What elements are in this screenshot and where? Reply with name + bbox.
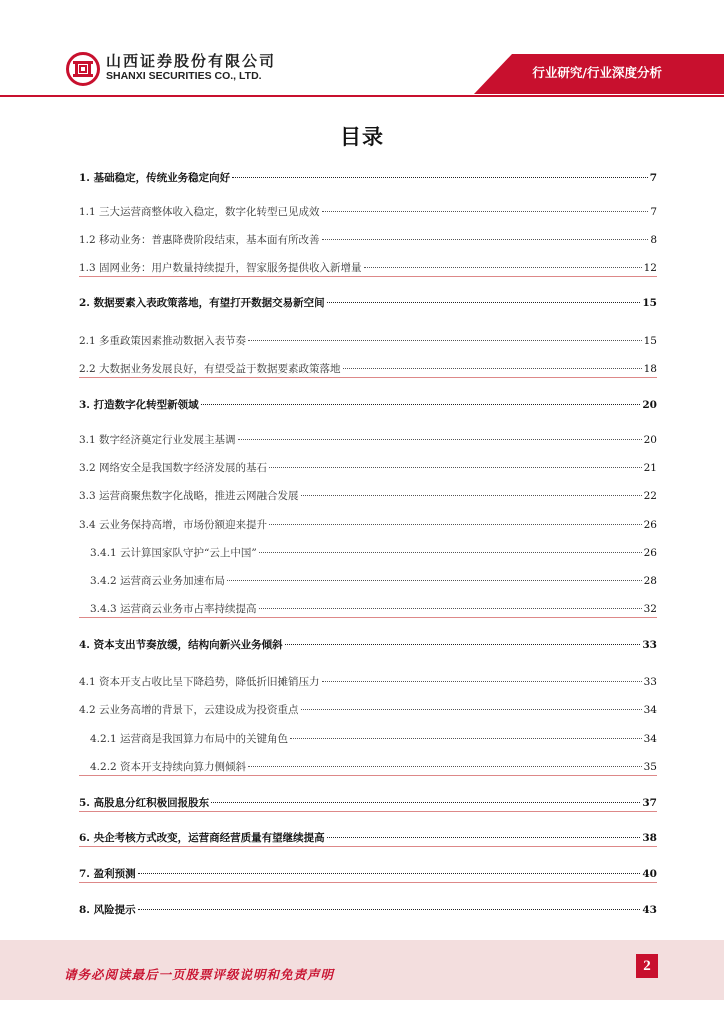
toc-entry[interactable] (79, 397, 657, 415)
toc-entry-page: 15 (642, 297, 657, 309)
toc-entry-page: 26 (643, 547, 657, 559)
toc-dot-leader (269, 524, 642, 525)
toc-entry-page: 18 (643, 363, 657, 375)
toc-dot-leader (269, 467, 642, 468)
toc-entry[interactable] (79, 333, 657, 351)
toc-entry-page: 43 (642, 904, 657, 916)
toc-entry-label: 6. 央企考核方式改变，运营商经营质量有望继续提高 (79, 832, 325, 844)
toc-dot-leader (364, 267, 642, 268)
toc-entry-page: 8 (650, 234, 657, 246)
toc-entry[interactable] (79, 295, 657, 313)
toc-entry-label: 4. 资本支出节奏放缓，结构向新兴业务倾斜 (79, 639, 283, 651)
toc-entry-label: 4.1 资本开支占收比呈下降趋势，降低折旧摊销压力 (79, 676, 320, 688)
toc-dot-leader (138, 909, 641, 910)
toc-entry-label: 3.4.1 云计算国家队守护“云上中国” (90, 547, 257, 559)
toc-entry[interactable] (79, 674, 657, 692)
toc-dot-leader (238, 439, 642, 440)
toc-entry-label: 3.4.3 运营商云业务市占率持续提高 (90, 603, 257, 615)
report-category: 行业研究/行业深度分析 (532, 65, 662, 80)
toc-entry[interactable] (79, 517, 657, 535)
toc-entry-page: 33 (642, 639, 657, 651)
toc-entry[interactable] (79, 204, 657, 222)
toc-entry[interactable] (79, 488, 657, 506)
toc-dot-leader (322, 239, 649, 240)
toc-entry-label: 8. 风险提示 (79, 904, 136, 916)
toc-entry-page: 32 (643, 603, 657, 615)
toc-dot-leader (232, 177, 648, 178)
toc-entry[interactable] (79, 637, 657, 655)
toc-dot-leader (285, 644, 641, 645)
toc-dot-leader (343, 368, 642, 369)
header-banner (0, 0, 724, 100)
toc-entry-page: 12 (643, 262, 657, 274)
page-title: 目录 (340, 125, 384, 149)
toc-dot-leader (227, 580, 642, 581)
toc-entry-page: 38 (642, 832, 657, 844)
toc-dot-leader (259, 552, 642, 553)
toc-entry[interactable] (79, 902, 657, 920)
toc-entry-label: 3.3 运营商聚焦数字化战略，推进云网融合发展 (79, 490, 299, 502)
toc-entry-page: 22 (643, 490, 657, 502)
toc-entry-page: 26 (643, 519, 657, 531)
page-footer (0, 940, 724, 1000)
disclaimer-text: 请务必阅读最后一页股票评级说明和免责声明 (64, 967, 335, 982)
section-divider (79, 811, 657, 812)
toc-entry-page: 28 (643, 575, 657, 587)
toc-dot-leader (327, 837, 641, 838)
toc-dot-leader (248, 766, 642, 767)
toc-dot-leader (322, 211, 649, 212)
toc-entry-label: 1. 基础稳定，传统业务稳定向好 (79, 172, 231, 184)
toc-entry-page: 20 (643, 434, 657, 446)
toc-dot-leader (211, 802, 640, 803)
toc-entry-label: 3.4 云业务保持高增，市场份额迎来提升 (79, 519, 268, 531)
toc-entry-page: 7 (650, 206, 657, 218)
toc-entry-label: 1.2 移动业务：普惠降费阶段结束，基本面有所改善 (79, 234, 320, 246)
toc-dot-leader (301, 495, 642, 496)
section-divider (79, 882, 657, 883)
toc-entry[interactable] (79, 460, 657, 478)
section-divider (79, 276, 657, 277)
toc-entry-label: 2.2 大数据业务发展良好，有望受益于数据要素政策落地 (79, 363, 341, 375)
toc-entry-label: 3. 打造数字化转型新领域 (79, 399, 199, 411)
toc-entry-page: 40 (642, 868, 657, 880)
page-number: 2 (636, 954, 658, 978)
toc-dot-leader (290, 738, 642, 739)
toc-dot-leader (201, 404, 641, 405)
toc-entry-page: 37 (642, 797, 657, 809)
toc-entry[interactable] (79, 232, 657, 250)
toc-dot-leader (248, 340, 642, 341)
toc-entry[interactable] (79, 432, 657, 450)
toc-entry[interactable] (90, 545, 657, 563)
section-divider (79, 775, 657, 776)
toc-entry-label: 3.1 数字经济奠定行业发展主基调 (79, 434, 236, 446)
section-divider (79, 377, 657, 378)
section-divider (79, 846, 657, 847)
toc-entry-page: 15 (643, 335, 657, 347)
toc-entry[interactable] (79, 170, 657, 188)
toc-entry-label: 2.1 多重政策因素推动数据入表节奏 (79, 335, 247, 347)
toc-entry-page: 35 (643, 761, 657, 773)
toc-dot-leader (138, 873, 641, 874)
company-name-en: SHANXI SECURITIES CO., LTD. (106, 70, 262, 82)
toc-entry-label: 4.2.1 运营商是我国算力布局中的关键角色 (90, 733, 289, 745)
toc-entry-page: 34 (643, 733, 657, 745)
company-name-cn: 山西证券股份有限公司 (106, 52, 277, 70)
toc-dot-leader (259, 608, 642, 609)
toc-entry-label: 3.4.2 运营商云业务加速布局 (90, 575, 226, 587)
toc-entry[interactable] (90, 731, 657, 749)
toc-entry-page: 21 (643, 462, 657, 474)
toc-entry-label: 7. 盈利预测 (79, 868, 136, 880)
toc-entry-label: 1.3 固网业务：用户数量持续提升，智家服务提供收入新增量 (79, 262, 362, 274)
toc-entry-label: 3.2 网络安全是我国数字经济发展的基石 (79, 462, 268, 474)
toc-entry-label: 4.2.2 资本开支持续向算力侧倾斜 (90, 761, 247, 773)
toc-entry-page: 33 (643, 676, 657, 688)
section-divider (79, 617, 657, 618)
toc-entry-label: 5. 高股息分红积极回报股东 (79, 797, 210, 809)
toc-entry-label: 1.1 三大运营商整体收入稳定，数字化转型已见成效 (79, 206, 320, 218)
toc-entry-page: 7 (649, 172, 657, 184)
toc-entry-page: 34 (643, 704, 657, 716)
toc-entry[interactable] (90, 573, 657, 591)
toc-entry-page: 20 (642, 399, 657, 411)
toc-dot-leader (301, 709, 642, 710)
page-header (0, 0, 724, 100)
toc-entry-label: 4.2 云业务高增的背景下，云建设成为投资重点 (79, 704, 299, 716)
toc-dot-leader (322, 681, 642, 682)
toc-entry[interactable] (79, 702, 657, 720)
toc-entry-label: 2. 数据要素入表政策落地，有望打开数据交易新空间 (79, 297, 325, 309)
toc-dot-leader (327, 302, 641, 303)
